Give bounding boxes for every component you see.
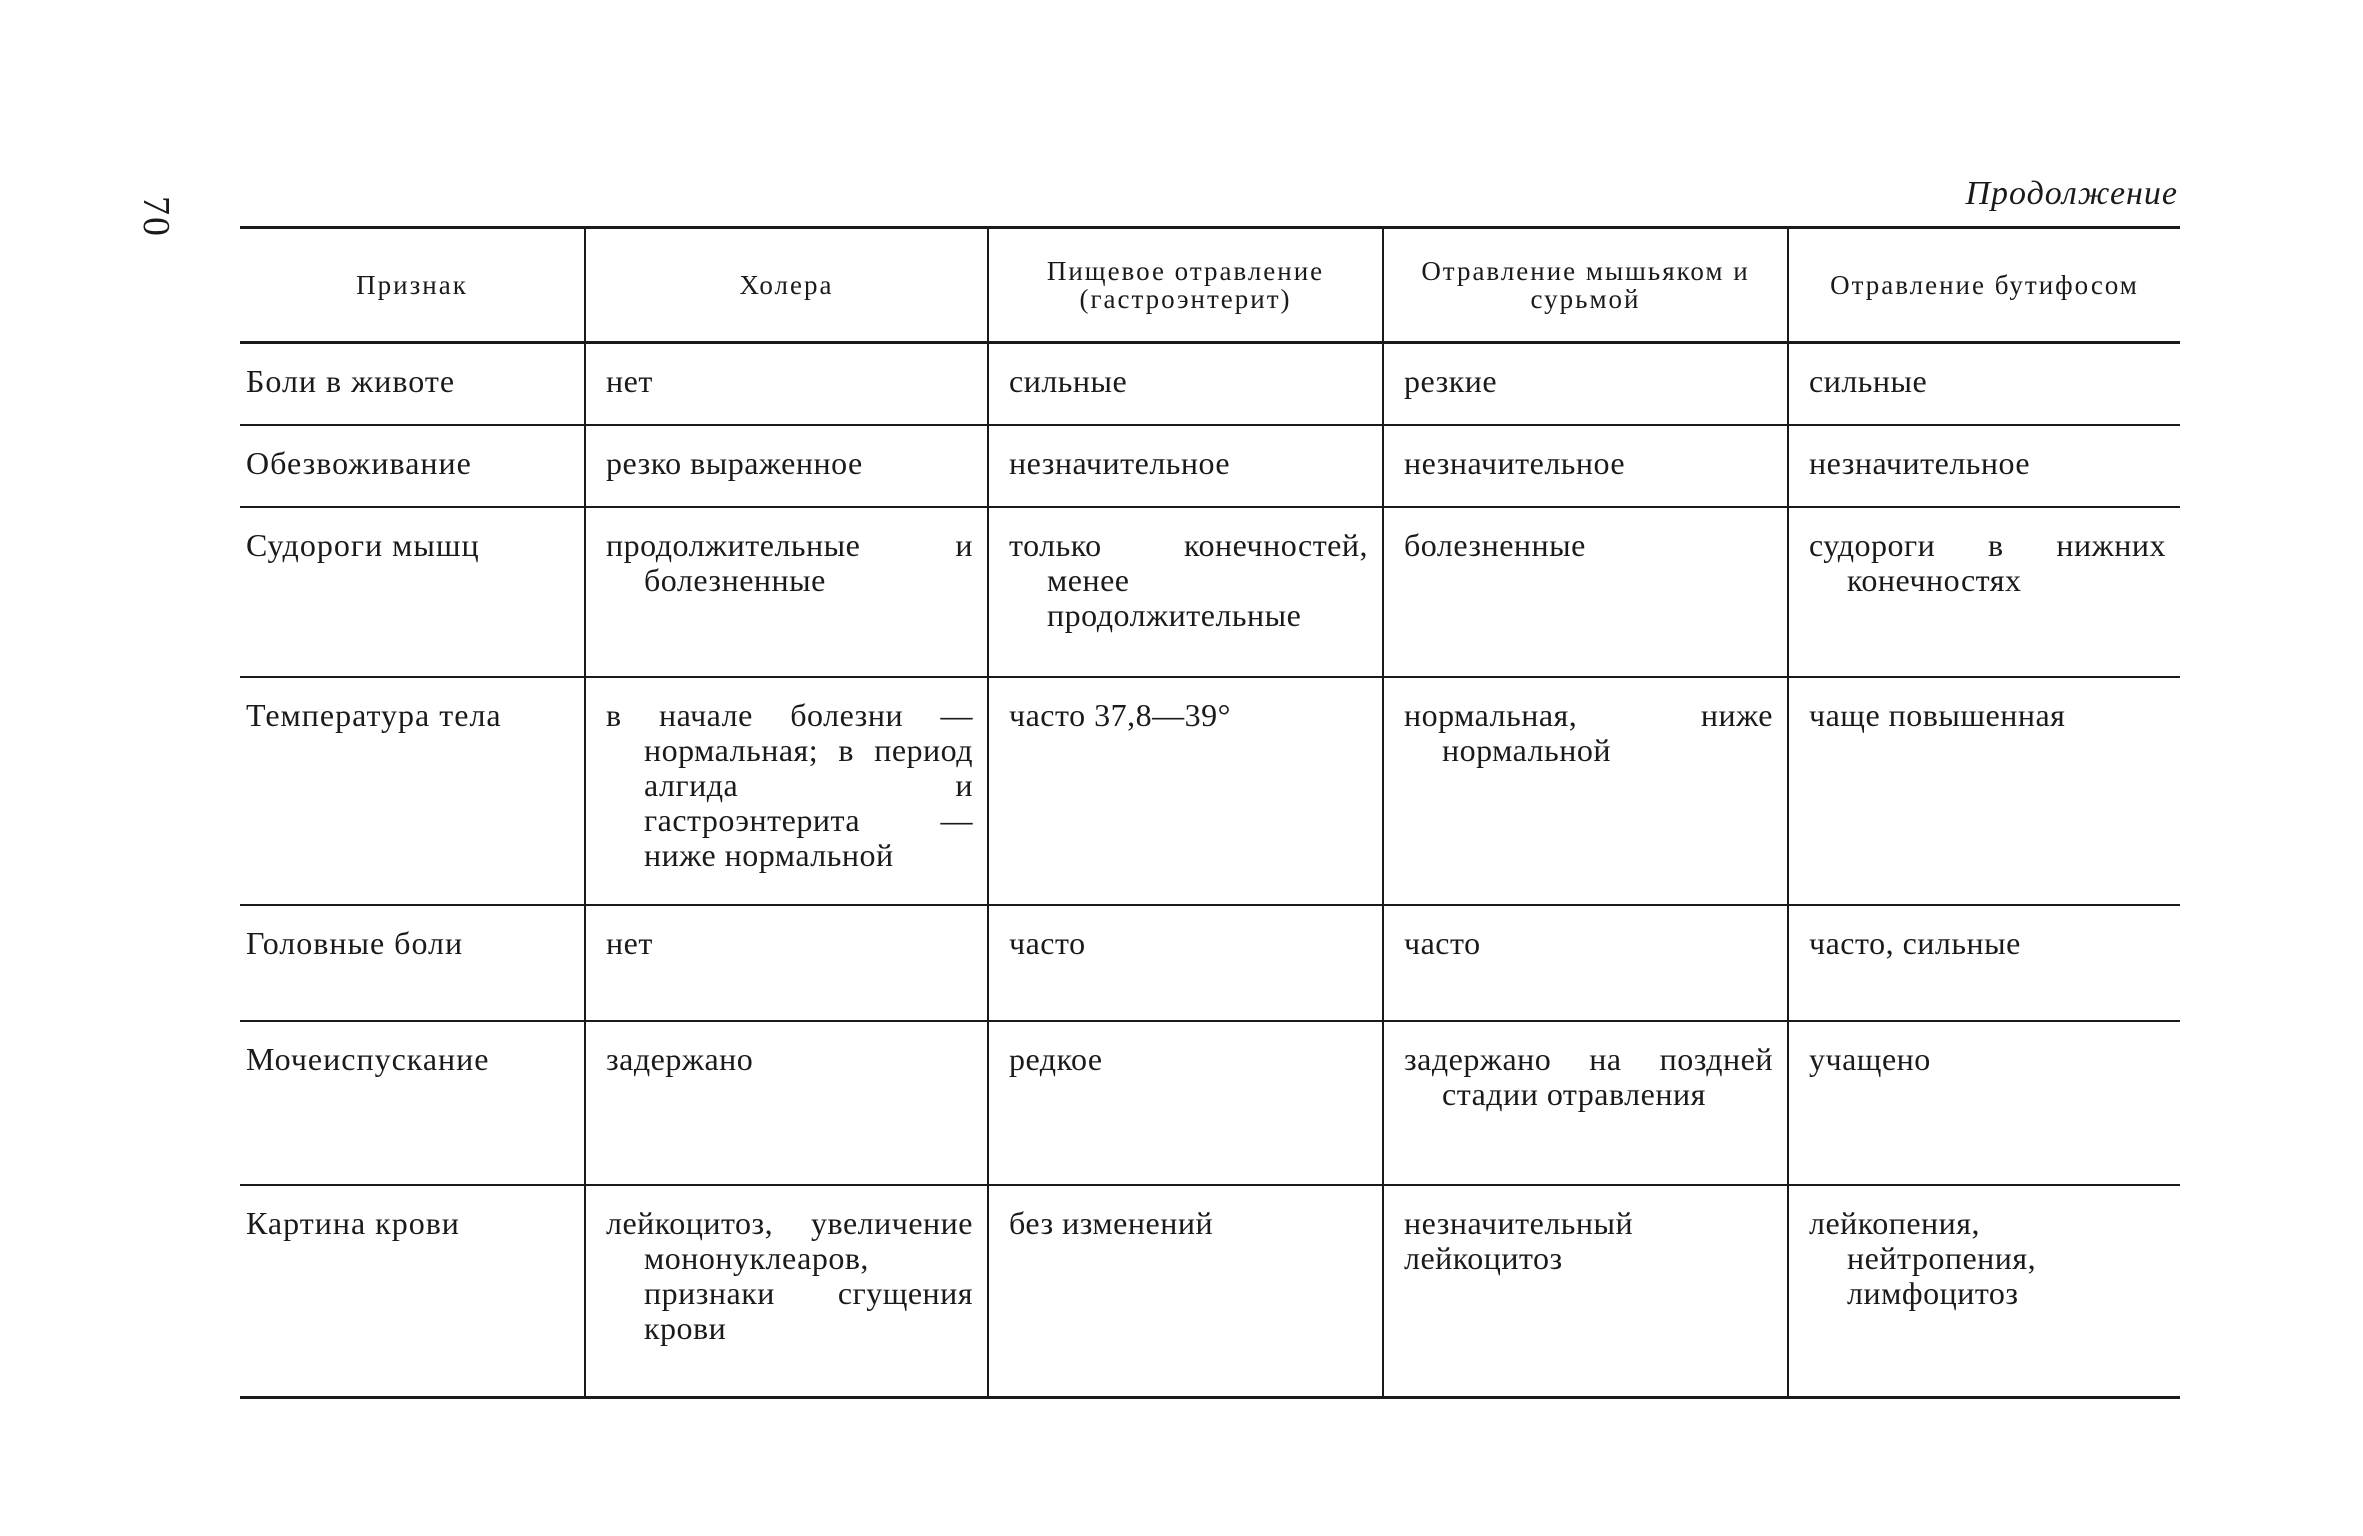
cell-food xyxy=(988,507,1383,677)
table-row xyxy=(240,507,2180,677)
cell-butifos: чаще повышенная xyxy=(1788,677,2180,905)
cell-arsenic: часто xyxy=(1383,905,1788,1021)
cell-arsenic xyxy=(1383,677,1788,905)
cell-arsenic-text: задержано на поздней стадии отравления xyxy=(1404,1041,1773,1112)
table-row xyxy=(240,677,2180,905)
cell-cholera-text: продолжительные и болезненные xyxy=(606,527,973,598)
table-row xyxy=(240,343,2180,426)
table-row xyxy=(240,1185,2180,1398)
cell-food: редкое xyxy=(988,1021,1383,1185)
cell-butifos: часто, сильные xyxy=(1788,905,2180,1021)
cell-food: без изменений xyxy=(988,1185,1383,1398)
cell-butifos-text: судороги в нижних конечностях xyxy=(1809,527,2166,598)
cell-cholera: резко выраженное xyxy=(585,425,988,507)
cell-butifos xyxy=(1788,1185,2180,1398)
cell-cholera: задержано xyxy=(585,1021,988,1185)
cell-sign: Температура тела xyxy=(246,697,502,733)
cell-cholera xyxy=(585,1185,988,1398)
cell-food: часто xyxy=(988,905,1383,1021)
table-row xyxy=(240,425,2180,507)
cell-arsenic xyxy=(1383,1021,1788,1185)
cell-arsenic: болезненные xyxy=(1383,507,1788,677)
header-butifos-poisoning: Отравление бутифосом xyxy=(1788,228,2180,343)
comparison-table xyxy=(240,226,2180,1399)
page-number: 70 xyxy=(135,196,177,238)
cell-sign: Мочеиспускание xyxy=(246,1041,490,1077)
header-sign: Признак xyxy=(356,270,468,300)
cell-butifos: учащено xyxy=(1788,1021,2180,1185)
cell-cholera xyxy=(585,507,988,677)
header-row xyxy=(240,228,2180,343)
cell-cholera-text: лейкоцитоз, увеличение мононуклеаров, признаки сгущения крови xyxy=(606,1205,973,1346)
cell-sign: Боли в животе xyxy=(246,363,456,399)
cell-butifos: сильные xyxy=(1788,343,2180,426)
cell-cholera xyxy=(585,677,988,905)
table-body xyxy=(240,343,2180,1398)
cell-food: часто 37,8—39° xyxy=(988,677,1383,905)
cell-butifos: незначительное xyxy=(1788,425,2180,507)
cell-cholera-text: в начале болезни — нормальная; в период алгида и гастроэнтерита — ниже нормальной xyxy=(606,697,973,873)
comparison-table-container xyxy=(240,226,2180,1399)
cell-arsenic-text: нормальная, ниже нормальной xyxy=(1404,697,1773,768)
header-arsenic-poisoning: Отравление мышьяком и сурьмой xyxy=(1383,228,1788,343)
cell-butifos-text: лейкопения, нейтропения, лимфоцитоз xyxy=(1809,1205,2037,1311)
header-food-poisoning: Пищевое отравление (гастроэнтерит) xyxy=(988,228,1383,343)
cell-sign: Судороги мышц xyxy=(246,527,480,563)
continuation-label: Продолжение xyxy=(1965,175,2178,212)
cell-sign: Головные боли xyxy=(246,925,464,961)
cell-arsenic: незначительное xyxy=(1383,425,1788,507)
header-cholera: Холера xyxy=(585,228,988,343)
table-row xyxy=(240,1021,2180,1185)
cell-arsenic: резкие xyxy=(1383,343,1788,426)
cell-sign: Картина крови xyxy=(246,1205,460,1241)
cell-sign: Обезвоживание xyxy=(246,445,472,481)
cell-food: незначительное xyxy=(988,425,1383,507)
table-header xyxy=(240,228,2180,343)
table-row xyxy=(240,905,2180,1021)
cell-cholera: нет xyxy=(585,905,988,1021)
cell-arsenic: незначительный лейкоцитоз xyxy=(1383,1185,1788,1398)
cell-butifos xyxy=(1788,507,2180,677)
cell-cholera: нет xyxy=(585,343,988,426)
cell-food: сильные xyxy=(988,343,1383,426)
cell-food-text: только конечностей, менее продолжительные xyxy=(1009,527,1368,633)
